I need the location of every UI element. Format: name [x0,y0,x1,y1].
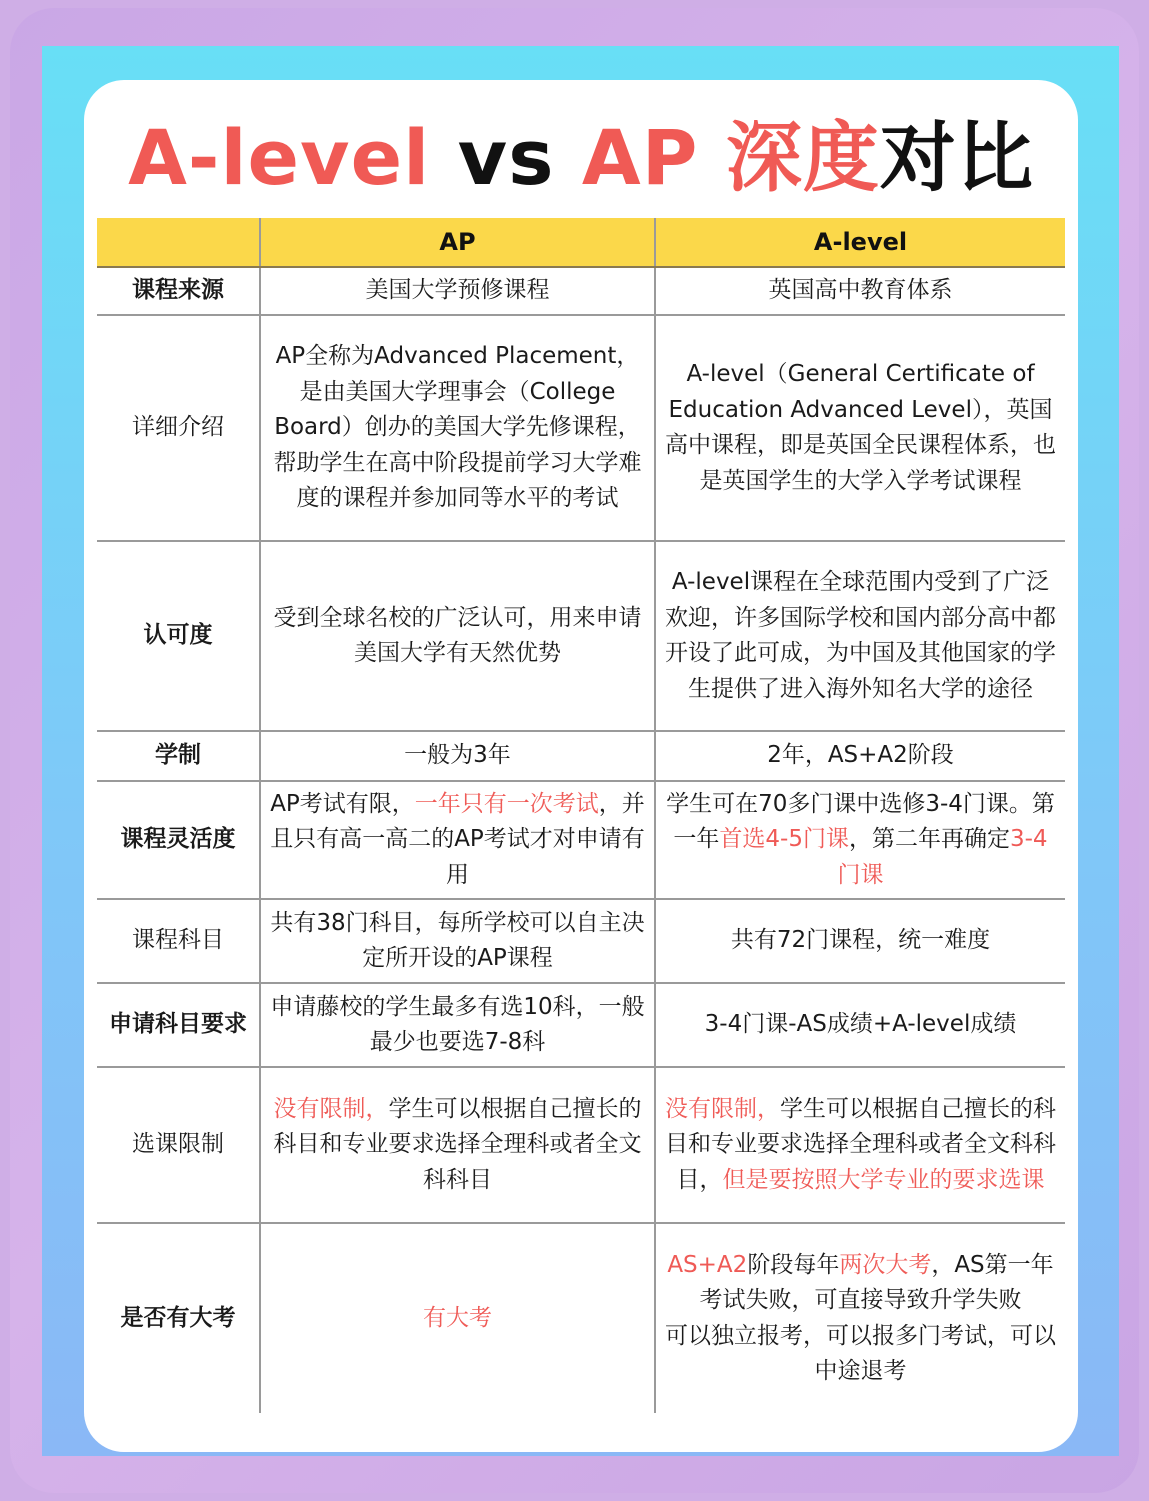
cell-text: 可以独立报考，可以报多门考试，可以中途退考 [665,1322,1056,1384]
cell-text: 英国高中教育体系 [768,277,953,304]
cell-alevel-requirements [655,983,1065,1067]
table-row [97,267,1065,315]
cell-alevel-intro [655,315,1065,541]
cell-text: 学生可以根据自己擅长的科目和专业要求选择全理科或者全文科科目 [273,1095,642,1193]
cell-highlight: 有大考 [423,1304,492,1331]
title-compare: 对比 [879,113,1034,202]
cell-highlight: 但是要按照大学专业的要求选课 [722,1166,1045,1193]
title-ap: AP [581,113,699,202]
cell-text: 申请藤校的学生最多有选10科，一般最少也要选7-8科 [270,993,645,1055]
table-row [97,541,1065,731]
cell-alevel-duration [655,731,1065,781]
row-label-restrictions: 选课限制 [97,1067,260,1223]
header-row [97,218,1065,267]
cell-highlight: 首选4-5门课 [719,826,849,853]
cell-text: AP考试有限， [270,790,415,817]
cell-highlight: 没有限制， [665,1095,780,1122]
cell-ap-major-exam [260,1223,655,1413]
comparison-table [97,218,1065,1413]
cell-ap-duration [260,731,655,781]
cell-text: AP全称为Advanced Placement，是由美国大学理事会（College Board）创办的美国大学先修课程，帮助学生在高中阶段提前学习大学难度的课程并参加同等水平的考试 [273,343,642,512]
header-ap: AP [260,218,655,267]
cell-text: 学生可在70多门课中选修3-4门课。第一年 [666,790,1055,853]
cell-ap-requirements [260,983,655,1067]
cell-alevel-flexibility [655,781,1065,899]
row-label-duration: 学制 [97,731,260,781]
cell-highlight: AS+A2 [667,1251,748,1278]
cell-text: 3-4门课-AS成绩+A-level成绩 [704,1011,1017,1038]
header-empty [97,218,260,267]
title-alevel: A-level [128,113,431,202]
cell-text: ，第二年再确定 [849,826,1010,853]
cell-highlight: 3-4门课 [837,826,1048,888]
cell-text: A-level课程在全球范围内受到了广泛欢迎，许多国际学校和国内部分高中都开设了此可成，为中国及其他国家的学生提供了进入海外知名大学的途径 [665,569,1056,702]
cell-ap-source [260,267,655,315]
row-label-major-exam: 是否有大考 [120,1304,236,1331]
cell-text: 一般为3年 [404,742,511,769]
page-title [84,108,1078,208]
table-row [97,1067,1065,1223]
cell-alevel-source [655,267,1065,315]
cell-text: ，AS第一年考试失败，可直接导致升学失败 [699,1251,1054,1313]
row-label-requirements: 申请科目要求 [97,983,260,1067]
cell-ap-subjects [260,899,655,983]
row-label-intro: 详细介绍 [97,315,260,541]
cell-ap-intro [260,315,655,541]
cell-ap-restrictions [260,1067,655,1223]
cell-text: 阶段每年 [747,1251,840,1278]
cell-alevel-major-exam [655,1223,1065,1413]
cell-text: 共有38门科目，每所学校可以自主决定所开设的AP课程 [270,909,645,971]
cell-alevel-restrictions [655,1067,1065,1223]
row-label-flexibility: 课程灵活度 [97,781,260,899]
table-row [97,983,1065,1067]
title-depth: 深度 [698,113,880,202]
table-row [97,899,1065,983]
cell-ap-flexibility [260,781,655,899]
cell-text: 美国大学预修课程 [365,277,550,304]
row-label-recognition: 认可度 [97,541,260,731]
cell-text: ，并且只有高一高二的AP考试才对申请有用 [270,790,645,888]
cell-text: 受到全球名校的广泛认可，用来申请美国大学有天然优势 [273,604,642,666]
cell-alevel-recognition [655,541,1065,731]
row-label-source: 课程来源 [97,267,260,315]
cell-ap-recognition [260,541,655,731]
cell-highlight: 两次大考 [839,1251,932,1278]
header-alevel: A-level [655,218,1065,267]
table-row [97,781,1065,899]
cell-highlight: 没有限制， [273,1095,389,1122]
cell-text: A-level（General Certificate of Education Advanced Level），英国高中课程，即是英国全民课程体系，也是英国学生的大学入学考试课程 [665,361,1056,494]
cell-text: 共有72门课程，统一难度 [730,927,991,954]
cell-alevel-subjects [655,899,1065,983]
cell-text: 2年，AS+A2阶段 [767,742,954,769]
cell-text: 学生可以根据自己擅长的科目和专业要求选择全理科或者全文科科目， [665,1095,1056,1193]
table-row [97,1223,1065,1413]
row-label-subjects: 课程科目 [97,899,260,983]
cell-highlight: 一年只有一次考试 [414,790,599,817]
table-row [97,315,1065,541]
table-row [97,731,1065,781]
title-vs: vs [430,113,582,202]
